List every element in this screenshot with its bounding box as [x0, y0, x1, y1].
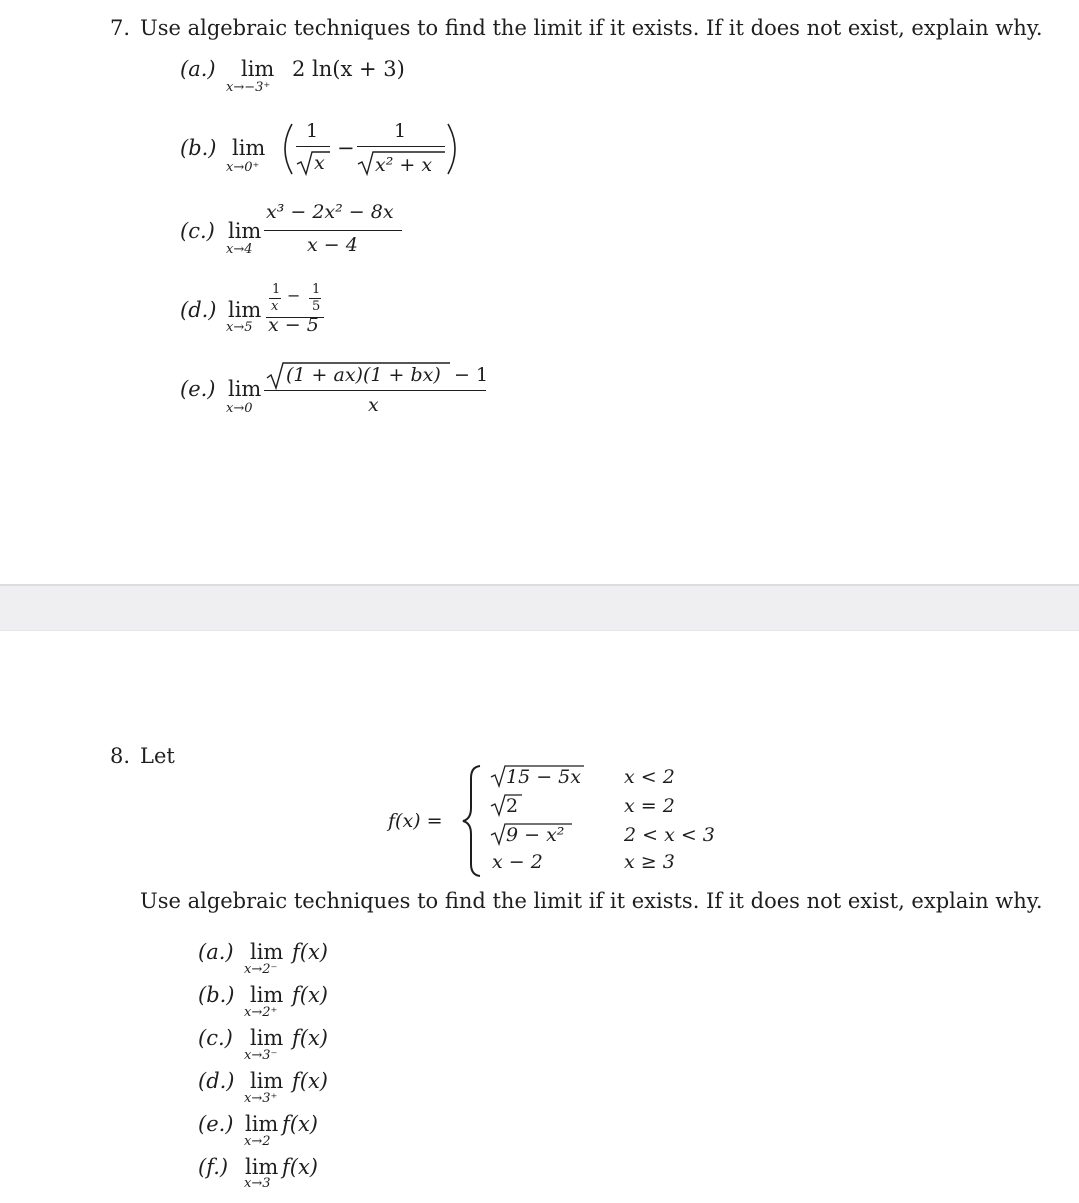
part-label: (b.) — [198, 983, 235, 1007]
part-label: (b.) — [180, 136, 217, 160]
lim-subscript: x→4 — [226, 242, 253, 257]
part-label: (a.) — [180, 57, 216, 81]
fraction-bar — [296, 146, 330, 147]
lim-operator: lim — [232, 136, 266, 160]
part-label: (d.) — [198, 1069, 235, 1093]
lim-operator: lim — [241, 57, 275, 81]
left-paren-icon — [276, 122, 296, 176]
lim-subscript: x→2⁺ — [244, 1005, 278, 1020]
part-label: (e.) — [198, 1112, 234, 1136]
page-separator — [0, 584, 1079, 631]
right-paren-icon — [444, 122, 464, 176]
left-brace-icon — [460, 764, 484, 878]
fraction-bar — [357, 146, 445, 147]
q8-intro: Let — [140, 744, 175, 768]
lim-subscript: x→3⁻ — [244, 1048, 278, 1063]
part-label: (e.) — [180, 377, 216, 401]
case-expression: 15 − 5x — [506, 766, 581, 788]
lim-operator: lim — [250, 940, 284, 964]
limit-expression: f(x) — [292, 940, 329, 964]
lim-operator: lim — [245, 1112, 279, 1136]
fraction-denominator: x − 4 — [307, 234, 358, 256]
small-numerator: 1 — [312, 282, 321, 297]
limit-expression: f(x) — [292, 983, 329, 1007]
lim-subscript: x→0 — [226, 401, 253, 416]
function-label: f(x) = — [388, 810, 443, 832]
minus-sign: − — [337, 136, 355, 160]
q8-number: 8. — [110, 744, 131, 768]
case-expression: 9 − x² — [506, 824, 565, 846]
limit-expression: f(x) — [292, 1069, 329, 1093]
fraction-numerator: (1 + ax)(1 + bx) — [286, 364, 441, 386]
lim-operator: lim — [250, 1069, 284, 1093]
small-numerator: 1 — [272, 282, 281, 297]
lim-subscript: x→2 — [244, 1134, 271, 1149]
case-condition: x = 2 — [624, 795, 675, 817]
fraction-bar — [264, 230, 402, 231]
lim-subscript: x→3⁺ — [244, 1091, 278, 1106]
limit-expression: f(x) — [292, 1026, 329, 1050]
lim-operator: lim — [228, 298, 262, 322]
fraction-denominator: x² + x — [375, 154, 433, 176]
q7-number: 7. — [110, 16, 131, 40]
lim-operator: lim — [250, 1026, 284, 1050]
limit-expression: 2 ln(x + 3) — [292, 57, 405, 81]
fraction-numerator: 1 — [306, 120, 319, 142]
lim-subscript: x→−3⁺ — [226, 80, 271, 95]
part-label: (d.) — [180, 298, 217, 322]
lim-operator: lim — [250, 983, 284, 1007]
minus-sign: − — [287, 286, 301, 305]
case-expression: 2 — [506, 795, 519, 817]
q7-prompt: Use algebraic techniques to find the limit if it exists. If it does not exist, explain why. — [140, 16, 1043, 40]
limit-expression: f(x) — [282, 1112, 319, 1136]
fraction-numerator: x³ − 2x² − 8x — [266, 201, 394, 223]
fraction-numerator: 1 — [394, 120, 407, 142]
fraction-denominator: x — [368, 394, 379, 416]
fraction-bar — [264, 390, 486, 391]
case-condition: x ≥ 3 — [624, 851, 675, 873]
lim-subscript: x→3 — [244, 1176, 271, 1191]
lim-subscript: x→0⁺ — [226, 160, 260, 175]
small-denominator: 5 — [312, 299, 321, 314]
part-label: (c.) — [198, 1026, 233, 1050]
small-denominator: x — [271, 299, 279, 314]
case-condition: 2 < x < 3 — [624, 824, 715, 846]
case-expression: x − 2 — [492, 851, 543, 873]
part-label: (a.) — [198, 940, 234, 964]
lim-subscript: x→5 — [226, 320, 253, 335]
fraction-numerator-tail: − 1 — [454, 364, 489, 386]
part-label: (f.) — [198, 1155, 229, 1179]
fraction-denominator: x — [314, 152, 325, 174]
lim-operator: lim — [245, 1155, 279, 1179]
lim-subscript: x→2⁻ — [244, 962, 278, 977]
fraction-denominator: x − 5 — [268, 314, 319, 336]
case-condition: x < 2 — [624, 766, 675, 788]
lim-operator: lim — [228, 377, 262, 401]
part-label: (c.) — [180, 219, 215, 243]
lim-operator: lim — [228, 219, 262, 243]
limit-expression: f(x) — [282, 1155, 319, 1179]
q8-prompt: Use algebraic techniques to find the limit if it exists. If it does not exist, explain why. — [140, 889, 1043, 913]
